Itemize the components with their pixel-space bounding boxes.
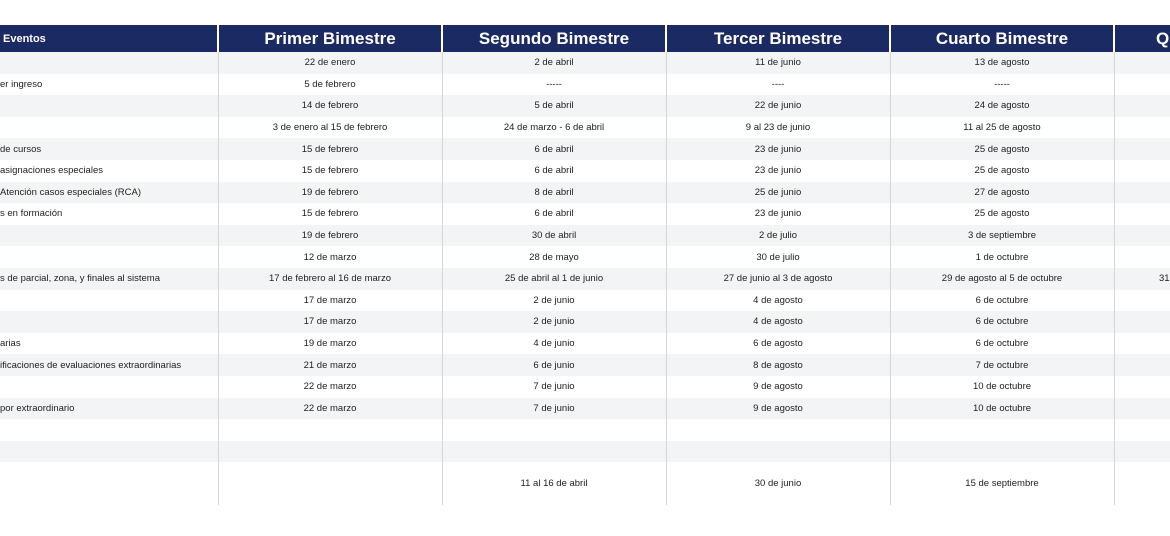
cell-event (0, 52, 217, 74)
cell-event: ificaciones de evaluaciones extraordinarias (0, 359, 182, 371)
header-tercer-bimestre: Tercer Bimestre (667, 25, 889, 52)
cell-b4: 6 de octubre (975, 316, 1029, 328)
cell-b2: 2 de junio (533, 316, 575, 328)
cell-b3: ---- (771, 78, 785, 90)
cell-b3 (667, 441, 889, 463)
table-row (0, 225, 1170, 247)
cell-b2: 7 de junio (533, 402, 575, 414)
table-row (0, 246, 1170, 268)
cell-b1: 5 de febrero (304, 78, 356, 90)
cell-b3: 9 de agosto (753, 381, 803, 393)
header-primer-bimestre: Primer Bimestre (219, 25, 441, 52)
table-row (0, 203, 1170, 225)
cell-b5 (1115, 419, 1170, 441)
cell-b5 (1115, 333, 1170, 355)
cell-b5 (1115, 462, 1170, 504)
cell-b2: 7 de junio (533, 381, 575, 393)
cell-b2: 2 de junio (533, 294, 575, 306)
cell-b3: 4 de agosto (753, 294, 803, 306)
cell-b4: 25 de agosto (974, 165, 1030, 177)
cell-b4: 24 de agosto (974, 100, 1030, 112)
cell-b3: 11 de junio (755, 57, 801, 69)
cell-b4: 29 de agosto al 5 de octubre (941, 273, 1063, 285)
cell-event (0, 376, 217, 398)
table-row (0, 138, 1170, 160)
cell-b3: 27 de junio al 3 de agosto (723, 273, 833, 285)
cell-b3: 8 de agosto (753, 359, 803, 371)
cell-b1: 15 de febrero (301, 143, 359, 155)
cell-b4 (891, 419, 1113, 441)
cell-b2: 6 de abril (534, 208, 574, 220)
table-row (0, 74, 1170, 96)
cell-b4: 7 de octubre (975, 359, 1029, 371)
cell-b5 (1115, 182, 1170, 204)
header-quinto-column: Q (1115, 25, 1170, 52)
cell-b2: 25 de abril al 1 de junio (504, 273, 604, 285)
cell-b1 (219, 441, 441, 463)
cell-b4: 6 de octubre (975, 294, 1029, 306)
cell-b3: 4 de agosto (753, 316, 803, 328)
cell-b4: 10 de octubre (972, 402, 1032, 414)
cell-b5 (1115, 398, 1170, 420)
cell-b3: 22 de junio (754, 100, 802, 112)
cell-b5 (1115, 203, 1170, 225)
cell-b1: 19 de marzo (303, 338, 357, 350)
table-row (0, 182, 1170, 204)
cell-b4: 25 de agosto (974, 143, 1030, 155)
cell-event (0, 462, 217, 504)
cell-b3: 23 de junio (754, 208, 802, 220)
cell-b4: ----- (994, 78, 1010, 90)
cell-b3: 30 de junio (754, 477, 802, 489)
cell-b1: 19 de febrero (301, 186, 359, 198)
cell-event (0, 419, 217, 441)
cell-b1: 15 de febrero (301, 208, 359, 220)
table-row (0, 462, 1170, 504)
cell-event: s en formación (0, 208, 63, 220)
table-row (0, 419, 1170, 441)
column-divider (442, 52, 443, 505)
cell-event (0, 290, 217, 312)
cell-b5 (1115, 95, 1170, 117)
cell-b2: 6 de abril (534, 165, 574, 177)
table-row (0, 441, 1170, 463)
cell-b1 (219, 419, 441, 441)
cell-b2: ----- (546, 78, 562, 90)
cell-b2 (443, 441, 665, 463)
cell-b5: 31 (1159, 273, 1170, 285)
cell-b3: 9 al 23 de junio (745, 122, 811, 134)
cell-b1: 19 de febrero (301, 230, 359, 242)
table-row (0, 117, 1170, 139)
table-row (0, 95, 1170, 117)
table-row (0, 398, 1170, 420)
cell-b4: 6 de octubre (975, 338, 1029, 350)
cell-b5 (1115, 160, 1170, 182)
cell-event: de cursos (0, 143, 42, 155)
cell-b1: 22 de marzo (303, 381, 357, 393)
cell-b5 (1115, 117, 1170, 139)
cell-b3: 30 de julio (756, 251, 800, 263)
cell-event: por extraordinario (0, 402, 75, 414)
cell-b1: 12 de marzo (303, 251, 357, 263)
cell-b4: 3 de septiembre (967, 230, 1037, 242)
column-divider (218, 52, 219, 505)
cell-event (0, 225, 217, 247)
table-row (0, 268, 1170, 290)
table-header (0, 25, 1170, 52)
cell-b2: 2 de abril (534, 57, 574, 69)
cell-b1: 15 de febrero (301, 165, 359, 177)
cell-b4: 10 de octubre (972, 381, 1032, 393)
cell-b1: 21 de marzo (303, 359, 357, 371)
table-row (0, 376, 1170, 398)
cell-b5 (1115, 138, 1170, 160)
cell-b2: 6 de abril (534, 143, 574, 155)
cell-b3: 6 de agosto (753, 338, 803, 350)
cell-b5 (1115, 74, 1170, 96)
cell-b4: 25 de agosto (974, 208, 1030, 220)
cell-event: Atención casos especiales (RCA) (0, 186, 141, 198)
cell-b1: 14 de febrero (301, 100, 359, 112)
cell-event (0, 441, 217, 463)
cell-event (0, 311, 217, 333)
cell-b5 (1115, 311, 1170, 333)
header-eventos: Eventos (0, 25, 217, 52)
cell-b1: 3 de enero al 15 de febrero (272, 122, 388, 134)
cell-b2: 24 de marzo - 6 de abril (503, 122, 605, 134)
cell-b4: 11 al 25 de agosto (963, 122, 1041, 134)
column-divider (890, 52, 891, 505)
table-row (0, 52, 1170, 74)
cell-b1: 22 de marzo (303, 402, 357, 414)
column-divider (666, 52, 667, 505)
cell-b2: 6 de junio (533, 359, 575, 371)
cell-event: s de parcial, zona, y finales al sistema (0, 273, 160, 285)
cell-event: arias (0, 338, 21, 350)
cell-b2: 28 de mayo (529, 251, 579, 263)
cell-b2: 8 de abril (534, 186, 574, 198)
header-cuarto-bimestre: Cuarto Bimestre (891, 25, 1113, 52)
cell-b4: 1 de octubre (975, 251, 1029, 263)
cell-b2: 30 de abril (531, 230, 577, 242)
cell-event (0, 246, 217, 268)
cell-b5 (1115, 441, 1170, 463)
cell-b1 (219, 462, 441, 504)
cell-b3 (667, 419, 889, 441)
cell-b4: 15 de septiembre (965, 477, 1039, 489)
cell-b5 (1115, 290, 1170, 312)
cell-b3: 23 de junio (754, 143, 802, 155)
cell-b3: 2 de julio (758, 230, 798, 242)
cell-b5 (1115, 225, 1170, 247)
cell-b4 (891, 441, 1113, 463)
table-row (0, 160, 1170, 182)
cell-b1: 17 de febrero al 16 de marzo (269, 273, 391, 285)
cell-b5 (1115, 354, 1170, 376)
cell-b2: 5 de abril (534, 100, 574, 112)
column-divider (1114, 52, 1115, 505)
table-row (0, 290, 1170, 312)
cell-b2 (443, 419, 665, 441)
cell-event (0, 117, 217, 139)
cell-b1: 22 de enero (304, 57, 356, 69)
cell-b3: 9 de agosto (753, 402, 803, 414)
cell-b4: 27 de agosto (974, 186, 1030, 198)
cell-b1: 17 de marzo (303, 316, 357, 328)
table-row (0, 311, 1170, 333)
cell-b2: 4 de junio (533, 338, 575, 350)
table-row (0, 354, 1170, 376)
cell-b1: 17 de marzo (303, 294, 357, 306)
header-segundo-bimestre: Segundo Bimestre (443, 25, 665, 52)
cell-event: asignaciones especiales (0, 165, 103, 177)
cell-event (0, 95, 217, 117)
table-row (0, 333, 1170, 355)
cell-b4: 13 de agosto (974, 57, 1030, 69)
cell-b3: 25 de junio (754, 186, 802, 198)
cell-event: er ingreso (0, 78, 43, 90)
cell-b5 (1115, 376, 1170, 398)
cell-b3: 23 de junio (754, 165, 802, 177)
cell-b2: 11 al 16 de abril (520, 477, 588, 489)
cell-b5 (1115, 52, 1170, 74)
cell-b5 (1115, 246, 1170, 268)
